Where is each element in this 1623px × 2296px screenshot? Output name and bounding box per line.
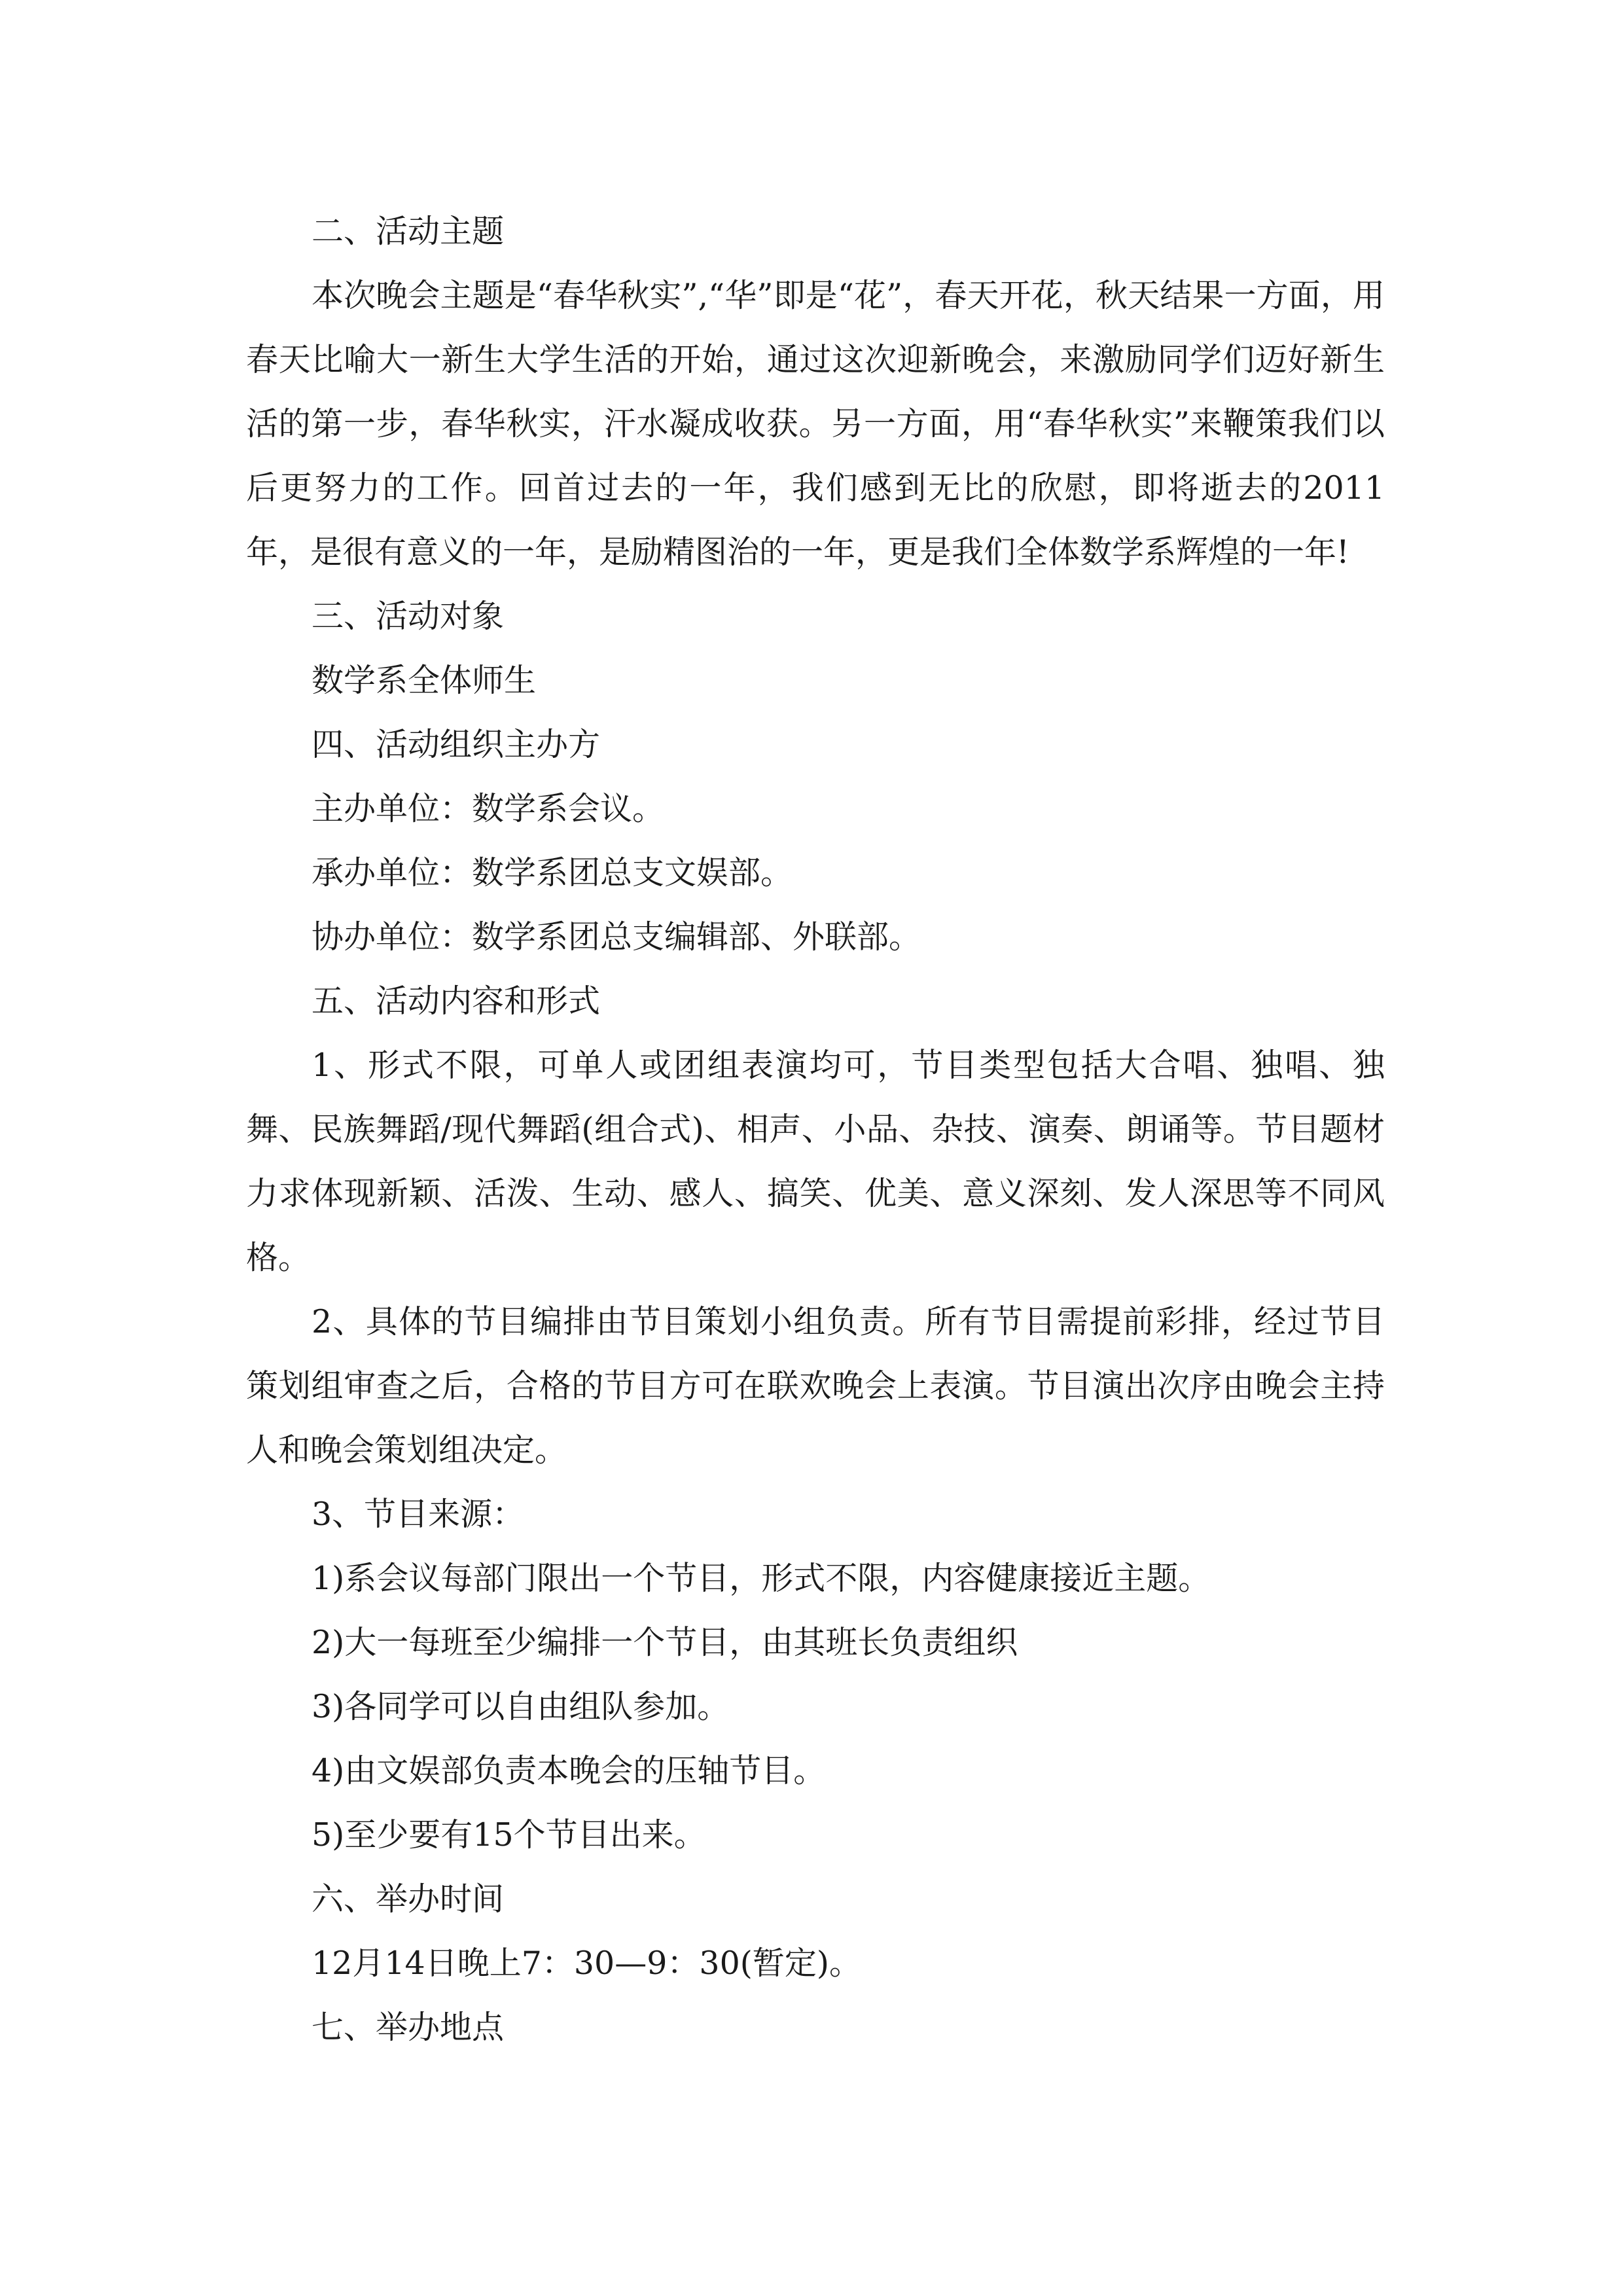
content-item-1: 1、形式不限，可单人或团组表演均可，节目类型包括大合唱、独唱、独舞、民族舞蹈/现代舞蹈(组合式)、相声、小品、杂技、演奏、朗诵等。节目题材力求体现新颖、活泼、生动、感人、搞笑、优美、意义深刻、发人深思等不同风格。: [246, 1047, 1385, 1276]
time-text: 12月14日晚上7：30—9：30(暂定)。: [312, 1945, 861, 1982]
section-heading-content: 五、活动内容和形式: [312, 982, 601, 1020]
source-item-2: 2)大一每班至少编排一个节目，由其班长负责组织: [312, 1624, 1018, 1661]
section-heading-location: 七、举办地点: [312, 2009, 505, 2046]
organizer-assist: 协办单位：数学系团总支编辑部、外联部。: [312, 918, 921, 956]
source-item-1: 1)系会议每部门限出一个节目，形式不限，内容健康接近主题。: [312, 1560, 1211, 1597]
section-heading-audience: 三、活动对象: [312, 598, 505, 635]
document-body: [246, 200, 1385, 2060]
content-item-2: 2、具体的节目编排由节目策划小组负责。所有节目需提前彩排，经过节目策划组审查之后，合格的节目方可在联欢晚会上表演。节目演出次序由晚会主持人和晚会策划组决定。: [246, 1303, 1385, 1469]
source-item-5: 5)至少要有15个节目出来。: [312, 1816, 706, 1854]
organizer-host: 主办单位：数学系会议。: [312, 790, 665, 827]
section-heading-time: 六、举办时间: [312, 1880, 505, 1918]
source-item-4: 4)由文娱部负责本晚会的压轴节目。: [312, 1752, 826, 1789]
section-heading-theme: 二、活动主题: [312, 213, 505, 250]
organizer-undertake: 承办单位：数学系团总支文娱部。: [312, 854, 793, 891]
section-heading-organizers: 四、活动组织主办方: [312, 726, 601, 763]
audience-text: 数学系全体师生: [312, 662, 537, 699]
source-item-3: 3)各同学可以自由组队参加。: [312, 1688, 730, 1725]
content-item-3: 3、节目来源：: [312, 1496, 525, 1533]
theme-paragraph: 本次晚会主题是“春华秋实”,“华”即是“花”，春天开花，秋天结果一方面，用春天比喻大一新生大学生活的开始，通过这次迎新晚会，来激励同学们迈好新生活的第一步，春华秋实，汗水凝成收获。另一方面，用“春华秋实”来鞭策我们以后更努力的工作。回首过去的一年，我们感到无比的欣慰，即将逝去的2011年，是很有意义的一年，是励精图治的一年，更是我们全体数学系辉煌的一年!: [246, 277, 1385, 571]
